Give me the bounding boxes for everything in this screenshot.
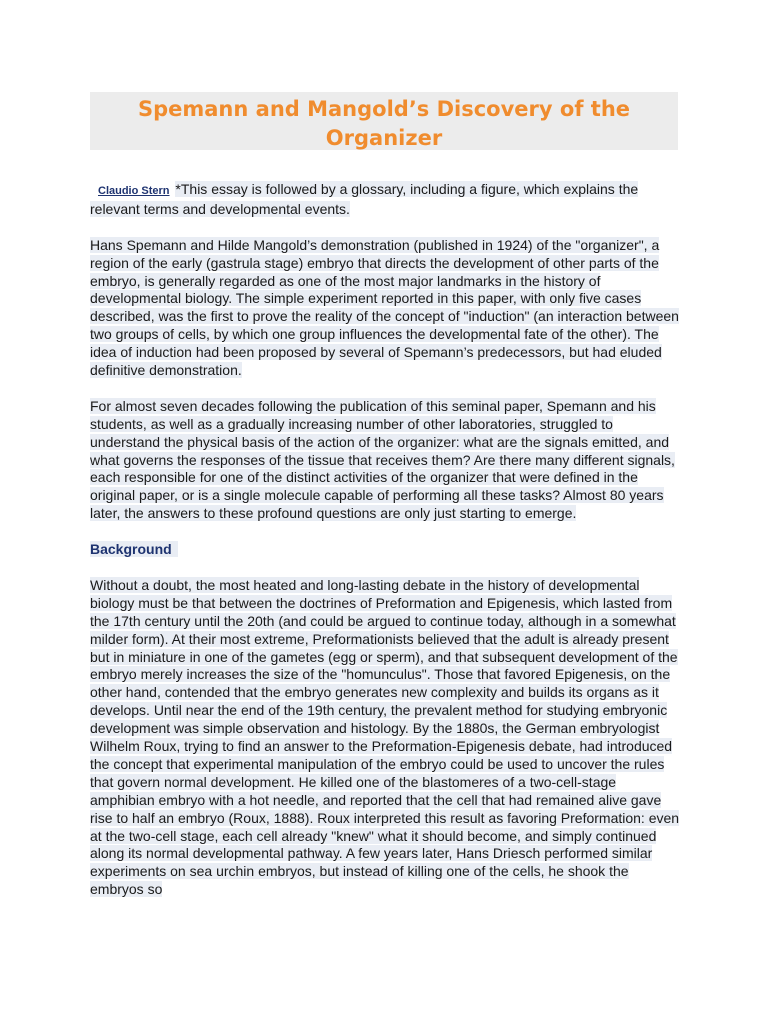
paragraph-1: [90, 237, 682, 380]
title-banner: [90, 92, 678, 150]
intro-paragraph: [90, 181, 682, 219]
section-heading: Background: [90, 541, 178, 557]
background-paragraph-text: Without a doubt, the most heated and long-lasting debate in the history of developmental biology must be that between the doctrines of Preformation and Epigenesis, which lasted from the 17th century until the 20th (and could be argued to continue today, although in a somewhat milder form). At their most extreme, Preformationists believed that the adult is already present but in miniature in one of the gametes (egg or sperm), and that subsequent development of the embryo merely increases the size of the "homunculus". Those that favored Epigenesis, on the other hand, contended that the embryo generates new complexity and builds its organs as it develops. Until near the end of the 19th century, the prevalent method for studying embryonic development was simple observation and histology. By the 1880s, the German embryologist Wilhelm Roux, trying to find an answer to the Preformation-Epigenesis debate, had introduced the concept that experimental manipulation of the embryo could be used to uncover the rules that govern normal development. He killed one of the blastomeres of a two-cell-stage amphibian embryo with a hot needle, and reported that the cell that had remained alive gave rise to half an embryo (Roux, 1888). Roux interpreted this result as favoring Preformation: even at the two-cell stage, each cell already "knew" what it should become, and simply continued along its normal developmental pathway. A few years later, Hans Driesch performed similar experiments on sea urchin embryos, but instead of killing one of the cells, he shook the embryos so: [90, 576, 680, 898]
page-title: Spemann and Mangold’s Discovery of the Organizer: [137, 97, 631, 150]
section-heading-row: [90, 541, 682, 559]
paragraph-2: [90, 398, 682, 523]
article-body: [90, 181, 682, 917]
paragraph-1-text: Hans Spemann and Hilde Mangold’s demonstration (published in 1924) of the "organizer", a region of the early (gastrula stage) embryo that directs the development of other parts of the embryo, is generally regarded as one of the most major landmarks in the history of developmental biology. The simple experiment reported in this paper, with only five cases described, was the first to prove the reality of the concept of "induction" (an interaction between two groups of cells, by which one group influences the developmental fate of the other). The idea of induction had been proposed by several of Spemann’s predecessors, but had eluded definitive demonstration.: [90, 236, 679, 379]
intro-note: *This essay is followed by a glossary, including a figure, which explains the relevant terms and developmental events.: [90, 181, 639, 217]
background-paragraph: [90, 577, 682, 899]
paragraph-2-text: For almost seven decades following the publication of this seminal paper, Spemann and his students, as well as a gradually increasing number of other laboratories, struggled to understand the physical basis of the action of the organizer: what are the signals emitted, and what governs the responses of the tissue that receives them? Are there many different signals, each responsible for one of the distinct activities of the organizer that were defined in the original paper, or is a single molecule capable of performing all these tasks? Almost 80 years later, the answers to these profound questions are only just starting to emerge.: [90, 397, 675, 522]
author-link[interactable]: Claudio Stern: [98, 185, 170, 197]
